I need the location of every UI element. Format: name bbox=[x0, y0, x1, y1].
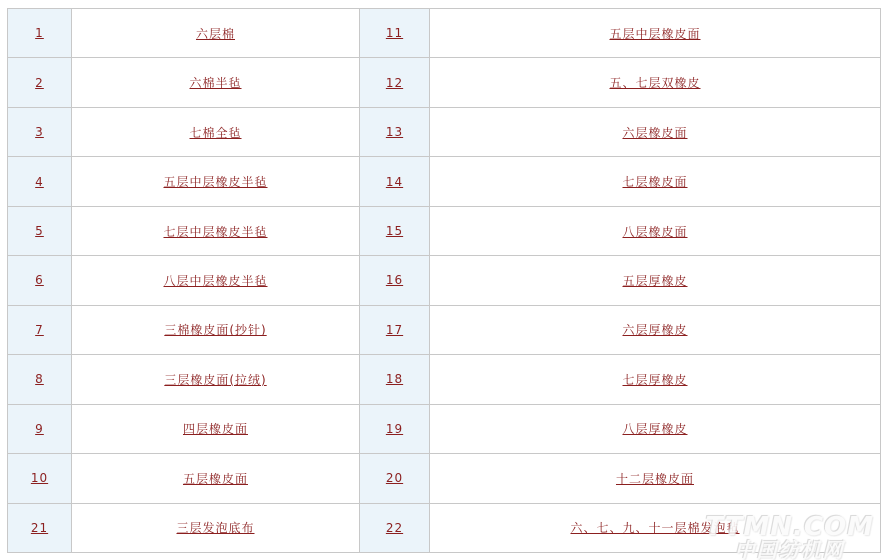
left-number-link[interactable]: 9 bbox=[35, 421, 44, 436]
left-item-cell bbox=[72, 157, 360, 206]
right-item-link[interactable]: 五层中层橡皮面 bbox=[609, 26, 701, 41]
left-item-link[interactable]: 八层中层橡皮半毡 bbox=[163, 273, 268, 288]
right-number-link[interactable]: 11 bbox=[385, 26, 404, 41]
left-number-link[interactable]: 21 bbox=[30, 520, 49, 535]
right-item-cell bbox=[430, 454, 881, 503]
right-item-cell bbox=[430, 256, 881, 305]
table-row bbox=[8, 454, 881, 503]
left-item-link[interactable]: 七层中层橡皮半毡 bbox=[163, 224, 268, 239]
right-number-link[interactable]: 12 bbox=[385, 75, 404, 90]
right-number-cell bbox=[360, 256, 430, 305]
table-row bbox=[8, 107, 881, 156]
left-number-link[interactable]: 4 bbox=[35, 174, 44, 189]
left-number-cell bbox=[8, 157, 72, 206]
right-number-cell bbox=[360, 404, 430, 453]
table-row bbox=[8, 503, 881, 552]
right-number-cell bbox=[360, 9, 430, 58]
left-number-cell bbox=[8, 107, 72, 156]
table-row bbox=[8, 206, 881, 255]
right-item-link[interactable]: 七层厚橡皮 bbox=[622, 372, 688, 387]
right-number-cell bbox=[360, 107, 430, 156]
left-item-cell bbox=[72, 404, 360, 453]
left-number-cell bbox=[8, 454, 72, 503]
left-item-link[interactable]: 五层中层橡皮半毡 bbox=[163, 175, 268, 190]
right-number-link[interactable]: 13 bbox=[385, 125, 404, 140]
left-number-cell bbox=[8, 404, 72, 453]
left-number-link[interactable]: 6 bbox=[35, 273, 44, 288]
right-item-cell bbox=[430, 107, 881, 156]
right-item-link[interactable]: 八层厚橡皮 bbox=[622, 422, 688, 437]
right-item-link[interactable]: 十二层橡皮面 bbox=[615, 471, 694, 486]
left-number-link[interactable]: 8 bbox=[35, 372, 44, 387]
left-number-link[interactable]: 3 bbox=[35, 125, 44, 140]
left-item-cell bbox=[72, 256, 360, 305]
left-item-cell bbox=[72, 454, 360, 503]
watermark-site: TTMN.COM bbox=[705, 512, 874, 542]
left-item-cell bbox=[72, 58, 360, 107]
left-item-cell bbox=[72, 503, 360, 552]
right-item-link[interactable]: 五、七层双橡皮 bbox=[609, 76, 701, 91]
right-number-cell bbox=[360, 503, 430, 552]
right-number-cell bbox=[360, 305, 430, 354]
table-row bbox=[8, 58, 881, 107]
catalog-table-body bbox=[8, 9, 881, 553]
right-number-cell bbox=[360, 58, 430, 107]
left-number-cell bbox=[8, 206, 72, 255]
left-number-cell bbox=[8, 503, 72, 552]
left-number-cell bbox=[8, 256, 72, 305]
table-row bbox=[8, 355, 881, 404]
table-row bbox=[8, 256, 881, 305]
left-number-link[interactable]: 5 bbox=[35, 224, 44, 239]
right-item-link[interactable]: 六层橡皮面 bbox=[622, 125, 688, 140]
right-item-link[interactable]: 五层厚橡皮 bbox=[622, 273, 688, 288]
right-item-cell bbox=[430, 503, 881, 552]
left-number-link[interactable]: 7 bbox=[35, 322, 44, 337]
right-item-cell bbox=[430, 58, 881, 107]
right-number-link[interactable]: 14 bbox=[385, 174, 404, 189]
right-item-cell bbox=[430, 9, 881, 58]
left-item-link[interactable]: 三棉橡皮面(抄针) bbox=[164, 323, 267, 338]
right-item-link[interactable]: 七层橡皮面 bbox=[622, 175, 688, 190]
right-number-link[interactable]: 17 bbox=[385, 322, 404, 337]
left-item-link[interactable]: 四层橡皮面 bbox=[182, 422, 248, 437]
right-item-link[interactable]: 六、七、九、十一层棉发泡毡 bbox=[570, 521, 740, 536]
left-item-cell bbox=[72, 107, 360, 156]
right-number-link[interactable]: 20 bbox=[385, 471, 404, 486]
left-number-cell bbox=[8, 58, 72, 107]
left-item-cell bbox=[72, 206, 360, 255]
right-number-link[interactable]: 19 bbox=[385, 421, 404, 436]
table-row bbox=[8, 157, 881, 206]
left-number-cell bbox=[8, 9, 72, 58]
right-number-link[interactable]: 18 bbox=[385, 372, 404, 387]
watermark-name: 中国纺机网 bbox=[734, 538, 845, 560]
right-number-cell bbox=[360, 355, 430, 404]
table-row bbox=[8, 404, 881, 453]
left-number-link[interactable]: 10 bbox=[30, 471, 49, 486]
right-item-link[interactable]: 八层橡皮面 bbox=[622, 224, 688, 239]
left-item-cell bbox=[72, 9, 360, 58]
left-number-link[interactable]: 1 bbox=[35, 26, 44, 41]
left-item-link[interactable]: 五层橡皮面 bbox=[182, 471, 248, 486]
right-item-cell bbox=[430, 355, 881, 404]
catalog-table bbox=[7, 8, 881, 553]
right-number-cell bbox=[360, 454, 430, 503]
right-item-cell bbox=[430, 157, 881, 206]
left-item-cell bbox=[72, 305, 360, 354]
right-number-link[interactable]: 16 bbox=[385, 273, 404, 288]
right-number-link[interactable]: 22 bbox=[385, 520, 404, 535]
right-item-link[interactable]: 六层厚橡皮 bbox=[622, 323, 688, 338]
left-number-link[interactable]: 2 bbox=[35, 75, 44, 90]
table-row bbox=[8, 9, 881, 58]
right-number-link[interactable]: 15 bbox=[385, 224, 404, 239]
left-item-link[interactable]: 三层橡皮面(拉绒) bbox=[164, 372, 267, 387]
table-row bbox=[8, 305, 881, 354]
left-item-link[interactable]: 六层棉 bbox=[195, 26, 235, 41]
right-item-cell bbox=[430, 206, 881, 255]
left-item-link[interactable]: 六棉半毡 bbox=[189, 76, 242, 91]
left-item-link[interactable]: 三层发泡底布 bbox=[176, 521, 255, 536]
right-item-cell bbox=[430, 305, 881, 354]
product-catalog bbox=[7, 8, 881, 553]
left-number-cell bbox=[8, 305, 72, 354]
left-number-cell bbox=[8, 355, 72, 404]
right-item-cell bbox=[430, 404, 881, 453]
left-item-link[interactable]: 七棉全毡 bbox=[189, 125, 242, 140]
right-number-cell bbox=[360, 157, 430, 206]
right-number-cell bbox=[360, 206, 430, 255]
left-item-cell bbox=[72, 355, 360, 404]
